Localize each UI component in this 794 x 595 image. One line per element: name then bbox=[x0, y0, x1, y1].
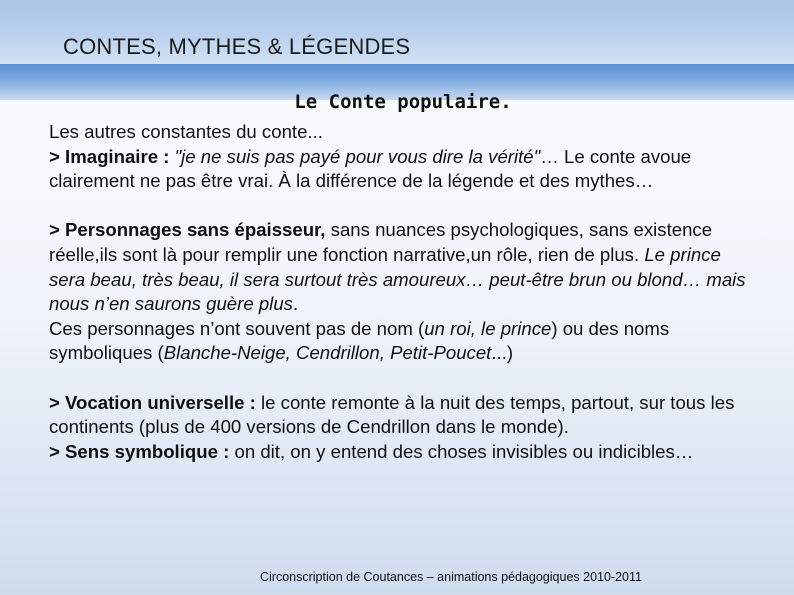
symbolique-label: > Sens symbolique : bbox=[49, 440, 235, 462]
slide-footer: Circonscription de Coutances – animations pédagogiques 2010-2011 bbox=[260, 570, 642, 584]
paragraph-vocation bbox=[49, 391, 759, 440]
personnages-text: sans nuances psychologiques, sans existence réelle,ils sont là pour remplir une fonction narrative,un rôle, rien de plus. bbox=[49, 219, 713, 265]
paragraph-symbolique bbox=[49, 440, 759, 465]
noms-italic-1: un roi, le prince bbox=[424, 317, 552, 339]
slide-subtitle: Le Conte populaire. bbox=[294, 91, 512, 113]
imaginaire-quote: "je ne suis pas payé pour vous dire la vérité" bbox=[174, 145, 541, 167]
intro-line: Les autres constantes du conte... bbox=[49, 121, 323, 142]
imaginaire-label: > Imaginaire : bbox=[49, 145, 175, 167]
noms-text-2: ) ou des noms symboliques ( bbox=[49, 317, 670, 364]
paragraph-personnages bbox=[49, 218, 759, 316]
personnages-label: > Personnages sans épaisseur, bbox=[49, 219, 331, 241]
vocation-text: le conte remonte à la nuit des temps, partout, sur tous les continents (plus de 400 versions de Cendrillon dans le monde). bbox=[49, 391, 735, 438]
spacer bbox=[49, 366, 759, 391]
noms-text-3: ...) bbox=[491, 342, 514, 364]
spacer bbox=[49, 194, 759, 219]
noms-italic-2: Blanche-Neige, Cendrillon, Petit-Poucet bbox=[163, 342, 492, 364]
noms-text-1: Ces personnages n’ont souvent pas de nom ( bbox=[49, 317, 425, 339]
paragraph-imaginaire bbox=[49, 145, 759, 194]
paragraph-noms bbox=[49, 317, 759, 366]
symbolique-text: on dit, on y entend des choses invisibles ou indicibles… bbox=[234, 440, 694, 462]
personnages-italic: Le prince sera beau, très beau, il sera surtout très amoureux… peut-être brun ou blond… mais nous n’en saurons guère plus bbox=[49, 243, 746, 315]
vocation-label: > Vocation universelle : bbox=[49, 391, 262, 413]
personnages-end: . bbox=[292, 293, 299, 315]
imaginaire-text: … Le conte avoue clairement ne pas être vrai. À la différence de la légende et des mythes… bbox=[49, 145, 692, 192]
slide-body bbox=[49, 120, 759, 464]
slide-title: CONTES, MYTHES & LÉGENDES bbox=[63, 34, 411, 59]
